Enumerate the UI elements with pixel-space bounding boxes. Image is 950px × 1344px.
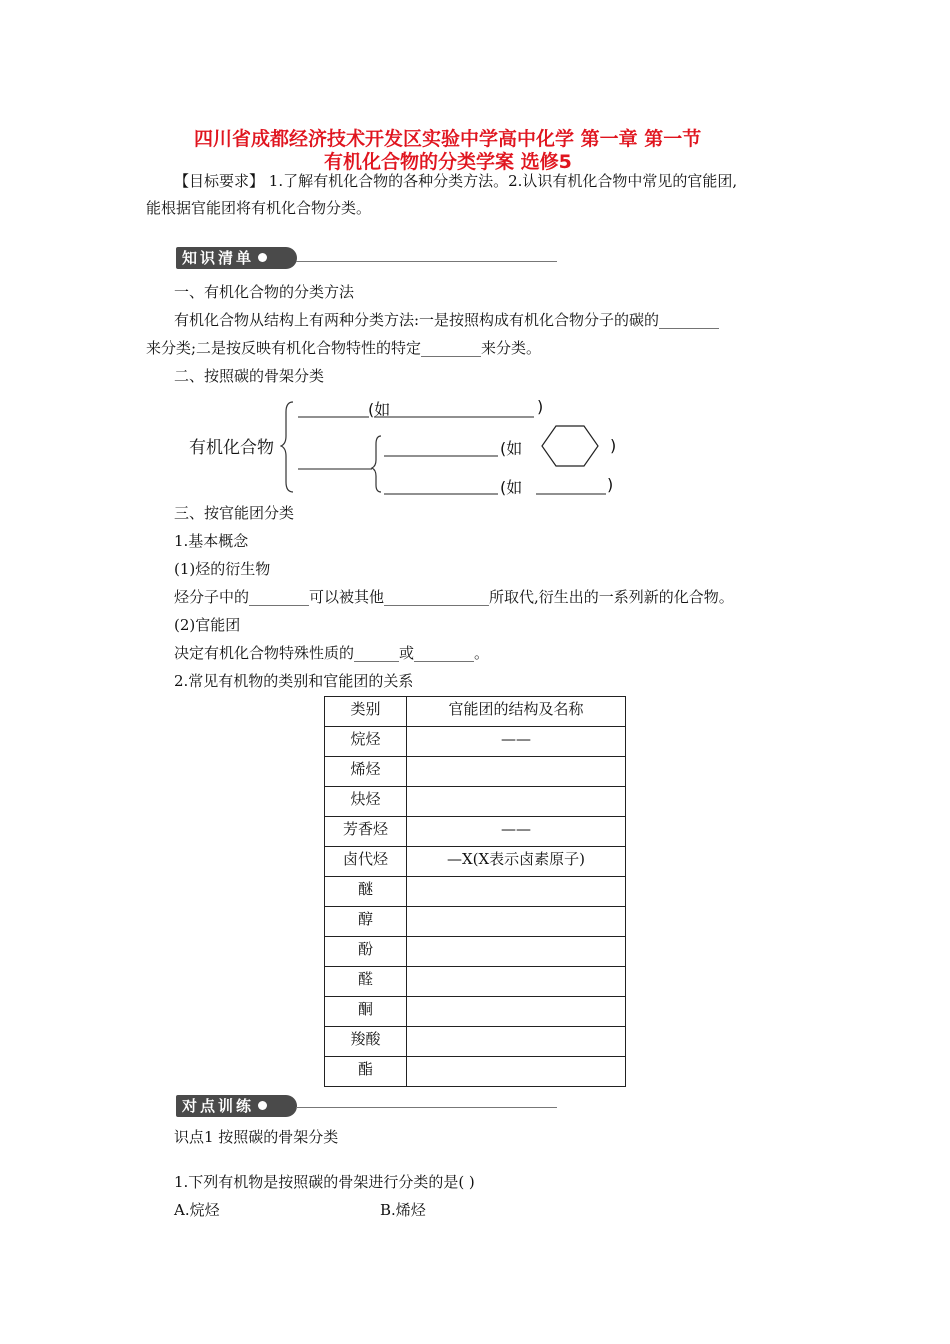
table-row <box>325 1057 626 1087</box>
table-row <box>325 1027 626 1057</box>
table-cell-group <box>407 1027 626 1057</box>
table-cell-category: 醛 <box>325 967 407 997</box>
functional-group-table <box>324 696 626 1087</box>
table-row <box>325 787 626 817</box>
table-cell-category: 卤代烃 <box>325 847 407 877</box>
table-row <box>325 727 626 757</box>
part2-heading: 二、按照碳的骨架分类 <box>174 367 325 385</box>
part1-paragraph-b: 来分类;二是按反映有机化合物特性的特定________来分类。 <box>146 339 542 357</box>
bullet-dot-icon <box>258 1101 267 1110</box>
question-1-option-b: B.烯烃 <box>380 1201 426 1219</box>
tree-close-2: ) <box>610 436 617 455</box>
table-row <box>325 877 626 907</box>
table-cell-category: 芳香烃 <box>325 817 407 847</box>
table-row <box>325 817 626 847</box>
table-cell-category: 炔烃 <box>325 787 407 817</box>
part3-subheading-2: 2.常见有机物的类别和官能团的关系 <box>174 672 414 690</box>
table-cell-group <box>407 1057 626 1087</box>
question-1-option-a: A.烷烃 <box>174 1201 220 1219</box>
table-cell-group: —— <box>407 727 626 757</box>
tree-close-1: ) <box>537 397 544 416</box>
table-cell-group <box>407 877 626 907</box>
left-brace <box>281 402 293 492</box>
part3-subheading-1: 1.基本概念 <box>174 532 249 550</box>
knowledge-point-heading: 识点1 按照碳的骨架分类 <box>174 1128 339 1146</box>
table-row <box>325 997 626 1027</box>
part1-paragraph-a: 有机化合物从结构上有两种分类方法:一是按照构成有机化合物分子的碳的________ <box>174 311 720 329</box>
table-row <box>325 847 626 877</box>
part3-heading: 三、按官能团分类 <box>174 504 295 522</box>
table-cell-category: 烷烃 <box>325 727 407 757</box>
classification-tree-diagram <box>280 398 640 498</box>
part3-item-1-text: 烃分子中的________可以被其他______________所取代,衍生出的一系列新的化合物。 <box>174 588 734 606</box>
table-cell-group <box>407 787 626 817</box>
table-header-cell: 官能团的结构及名称 <box>407 697 626 727</box>
table-cell-category: 醚 <box>325 877 407 907</box>
table-cell-group <box>407 997 626 1027</box>
part3-item-2: (2)官能团 <box>174 616 241 634</box>
tree-like-2: (如 <box>500 439 523 458</box>
table-cell-category: 醇 <box>325 907 407 937</box>
tree-root-label: 有机化合物 <box>189 438 274 458</box>
objective-tag: 【目标要求】 <box>174 172 265 190</box>
tree-close-3: ) <box>607 475 614 494</box>
question-1-stem: 1.下列有机物是按照碳的骨架进行分类的是( ) <box>174 1173 475 1191</box>
section-bar-practice <box>176 1095 297 1117</box>
table-row <box>325 967 626 997</box>
small-brace <box>372 436 381 492</box>
table-row <box>325 907 626 937</box>
tree-like-1: (如 <box>368 400 391 419</box>
table-cell-group <box>407 967 626 997</box>
table-header-cell: 类别 <box>325 697 407 727</box>
section-bar-knowledge-label: 知识清单 <box>182 249 255 267</box>
section-rule-2 <box>296 1107 557 1108</box>
table-row <box>325 757 626 787</box>
table-cell-group: —— <box>407 817 626 847</box>
title-line-2: 有机化合物的分类学案 选修5 <box>324 151 572 173</box>
objective-line-2: 能根据官能团将有机化合物分类。 <box>146 199 372 217</box>
table-cell-category: 烯烃 <box>325 757 407 787</box>
part3-item-2-text: 决定有机化合物特殊性质的______或________。 <box>174 644 490 662</box>
table-cell-group: —X(X表示卤素原子) <box>407 847 626 877</box>
table-cell-group <box>407 937 626 967</box>
table-header-row <box>325 697 626 727</box>
title-line-1: 四川省成都经济技术开发区实验中学高中化学 第一章 第一节 <box>194 128 702 150</box>
section-bar-knowledge <box>176 247 297 269</box>
part3-item-1: (1)烃的衍生物 <box>174 560 271 578</box>
table-cell-category: 酚 <box>325 937 407 967</box>
table-cell-group <box>407 757 626 787</box>
table-row <box>325 937 626 967</box>
part1-heading: 一、有机化合物的分类方法 <box>174 283 355 301</box>
section-rule-1 <box>296 261 557 262</box>
tree-like-3: (如 <box>500 478 523 497</box>
table-cell-category: 羧酸 <box>325 1027 407 1057</box>
section-bar-practice-label: 对点训练 <box>182 1097 255 1115</box>
table-cell-category: 酯 <box>325 1057 407 1087</box>
objective-line-1 <box>174 170 737 191</box>
table-cell-group <box>407 907 626 937</box>
benzene-ring-hexagon <box>542 426 598 466</box>
bullet-dot-icon <box>258 253 267 262</box>
objective-text-1: 1.了解有机化合物的各种分类方法。2.认识有机化合物中常见的官能团, <box>268 172 738 190</box>
table-cell-category: 酮 <box>325 997 407 1027</box>
